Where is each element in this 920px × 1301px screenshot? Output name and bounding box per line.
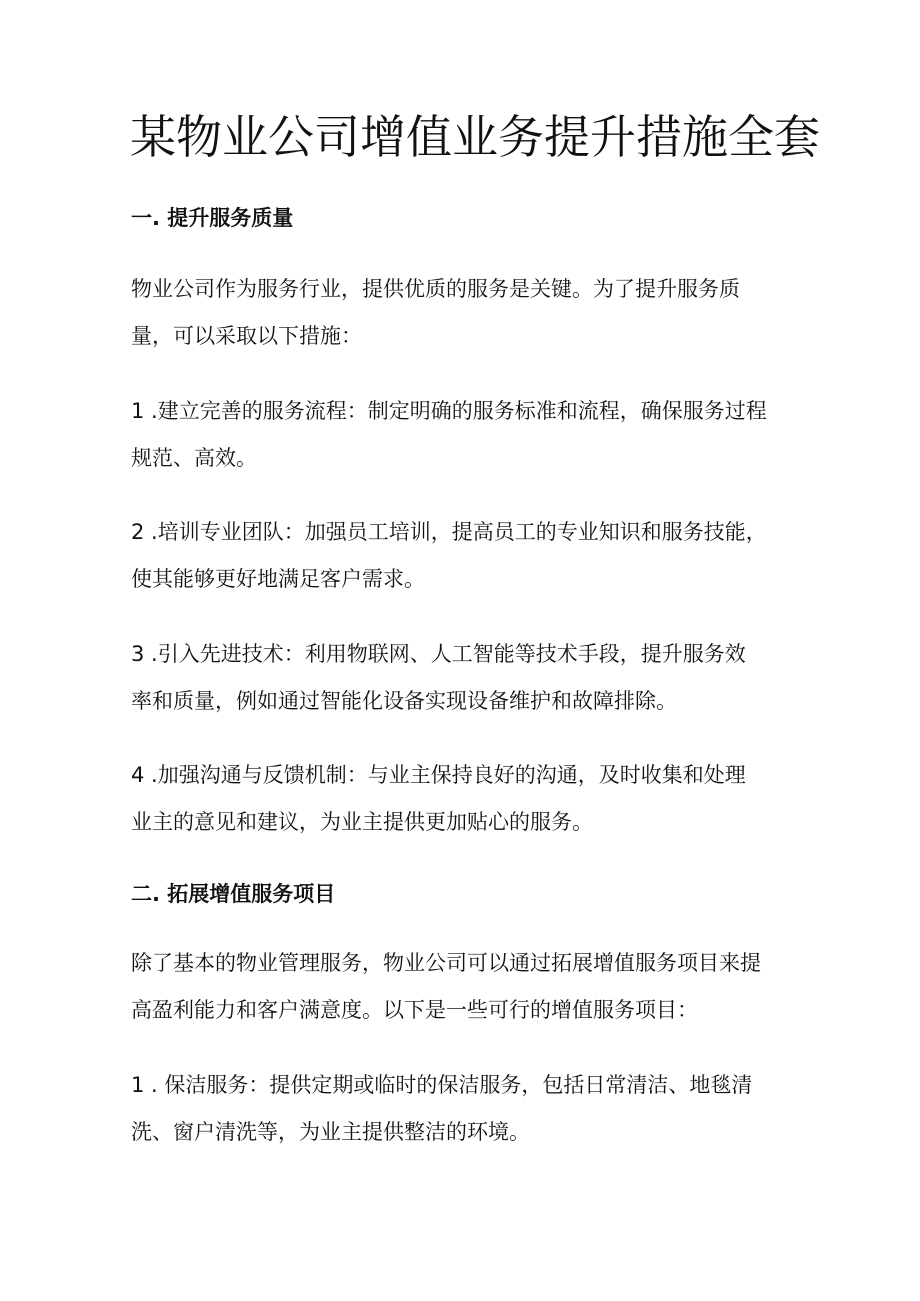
list-item-1 [131, 388, 793, 482]
list-item-4 [131, 752, 793, 846]
paragraph-line: 洗、窗户清洗等，为业主提供整洁的环境。 [131, 1120, 530, 1144]
list-item-2 [131, 509, 793, 603]
paragraph-line: 率和质量，例如通过智能化设备实现设备维护和故障排除。 [131, 689, 677, 713]
paragraph-line: 业主的意见和建议，为业主提供更加贴心的服务。 [131, 810, 593, 834]
paragraph-line: 2 .培训专业团队：加强员工培训，提高员工的专业知识和服务技能， [131, 520, 767, 544]
paragraph-line: 规范、高效。 [131, 446, 257, 470]
section-1-intro [131, 266, 793, 360]
paragraph-line: 量，可以采取以下措施： [131, 324, 362, 348]
paragraph-line: 物业公司作为服务行业，提供优质的服务是关键。为了提升服务质 [131, 277, 740, 301]
list-item-5 [131, 1062, 793, 1156]
paragraph-line: 1 . 保洁服务：提供定期或临时的保洁服务，包括日常清洁、地毯清 [131, 1073, 753, 1097]
paragraph-line: 使其能够更好地满足客户需求。 [131, 567, 425, 591]
document-title: 某物业公司增值业务提升措施全套 [130, 110, 820, 164]
paragraph-line: 1 .建立完善的服务流程：制定明确的服务标准和流程，确保服务过程 [131, 399, 767, 423]
paragraph-line: 高盈利能力和客户满意度。以下是一些可行的增值服务项目： [131, 998, 698, 1022]
section-heading-1: 一. 提升服务质量 [131, 206, 294, 230]
section-2-intro [131, 940, 793, 1034]
paragraph-line: 除了基本的物业管理服务，物业公司可以通过拓展增值服务项目来提 [131, 951, 761, 975]
list-item-3 [131, 631, 793, 725]
paragraph-line: 4 .加强沟通与反馈机制：与业主保持良好的沟通，及时收集和处理 [131, 763, 746, 787]
section-heading-2: 二. 拓展增值服务项目 [131, 882, 336, 906]
paragraph-line: 3 .引入先进技术：利用物联网、人工智能等技术手段，提升服务效 [131, 642, 746, 666]
